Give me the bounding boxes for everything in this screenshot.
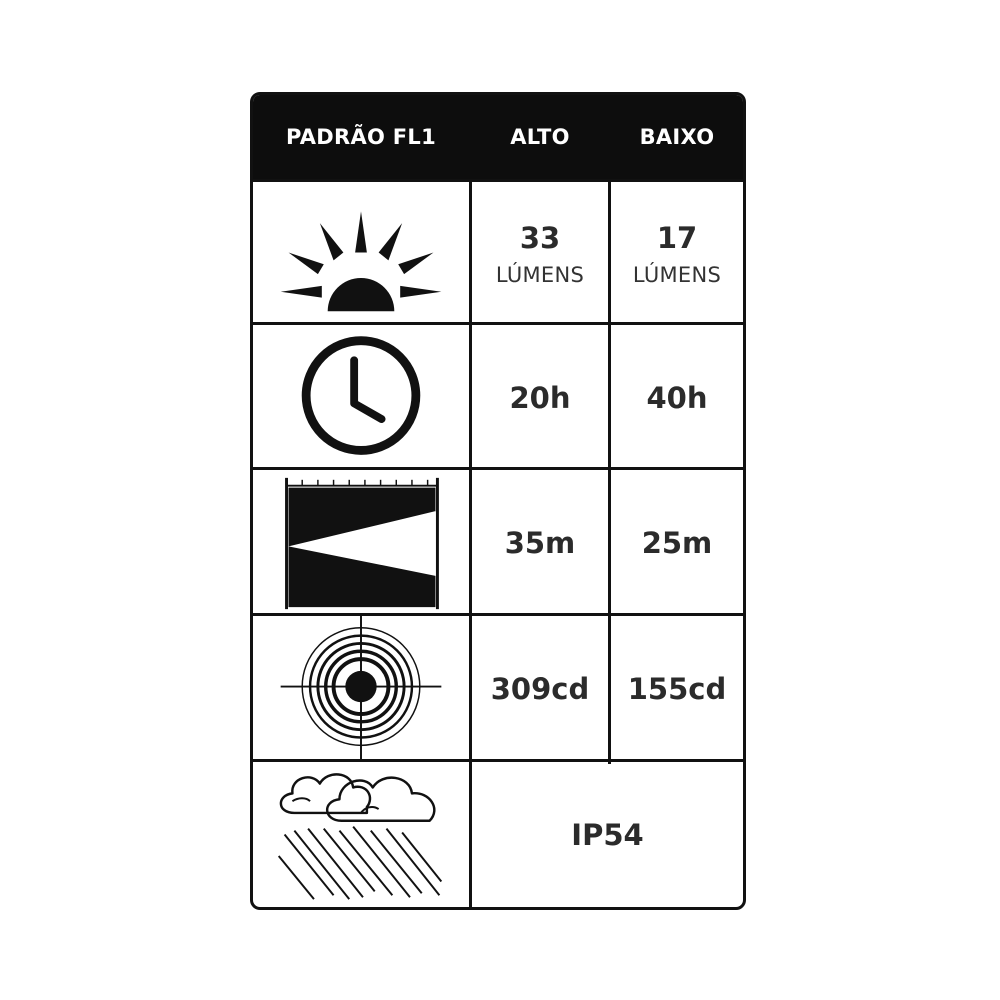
low-lumens-unit: LÚMENS [632,262,722,287]
sun-rays-icon [253,182,469,325]
low-intensity-cell [611,616,743,762]
low-intensity-value: 155cd [627,672,727,706]
high-runtime-cell [472,325,608,470]
rain-cloud-icon [253,762,469,907]
high-lumens-value: 33 [519,220,561,255]
table-row-runtime [253,322,743,470]
target-intensity-icon [253,616,469,762]
ip-rating-cell [472,762,743,907]
low-distance-cell [611,470,743,616]
low-lumens-cell [611,182,743,325]
header-high: ALTO [510,125,570,149]
header-low: BAIXO [639,125,715,149]
header-standard: PADRÃO FL1 [285,125,437,149]
beam-distance-icon [253,470,469,616]
clock-icon [253,325,469,470]
high-runtime-value: 20h [509,380,571,415]
high-distance-cell [472,470,608,616]
high-intensity-cell [472,616,608,762]
high-distance-value: 35m [504,526,576,560]
low-distance-value: 25m [641,526,713,560]
low-runtime-cell [611,325,743,470]
spec-table [250,92,746,910]
table-row-water-resistance [253,759,743,907]
high-intensity-value: 309cd [490,672,590,706]
ip-rating-value: IP54 [571,817,644,852]
low-runtime-value: 40h [646,380,708,415]
table-row-lumens [253,179,743,325]
high-lumens-unit: LÚMENS [495,262,585,287]
table-header [253,95,743,179]
low-lumens-value: 17 [656,220,698,255]
table-row-intensity [253,613,743,762]
table-row-distance [253,467,743,616]
high-lumens-cell [472,182,608,325]
